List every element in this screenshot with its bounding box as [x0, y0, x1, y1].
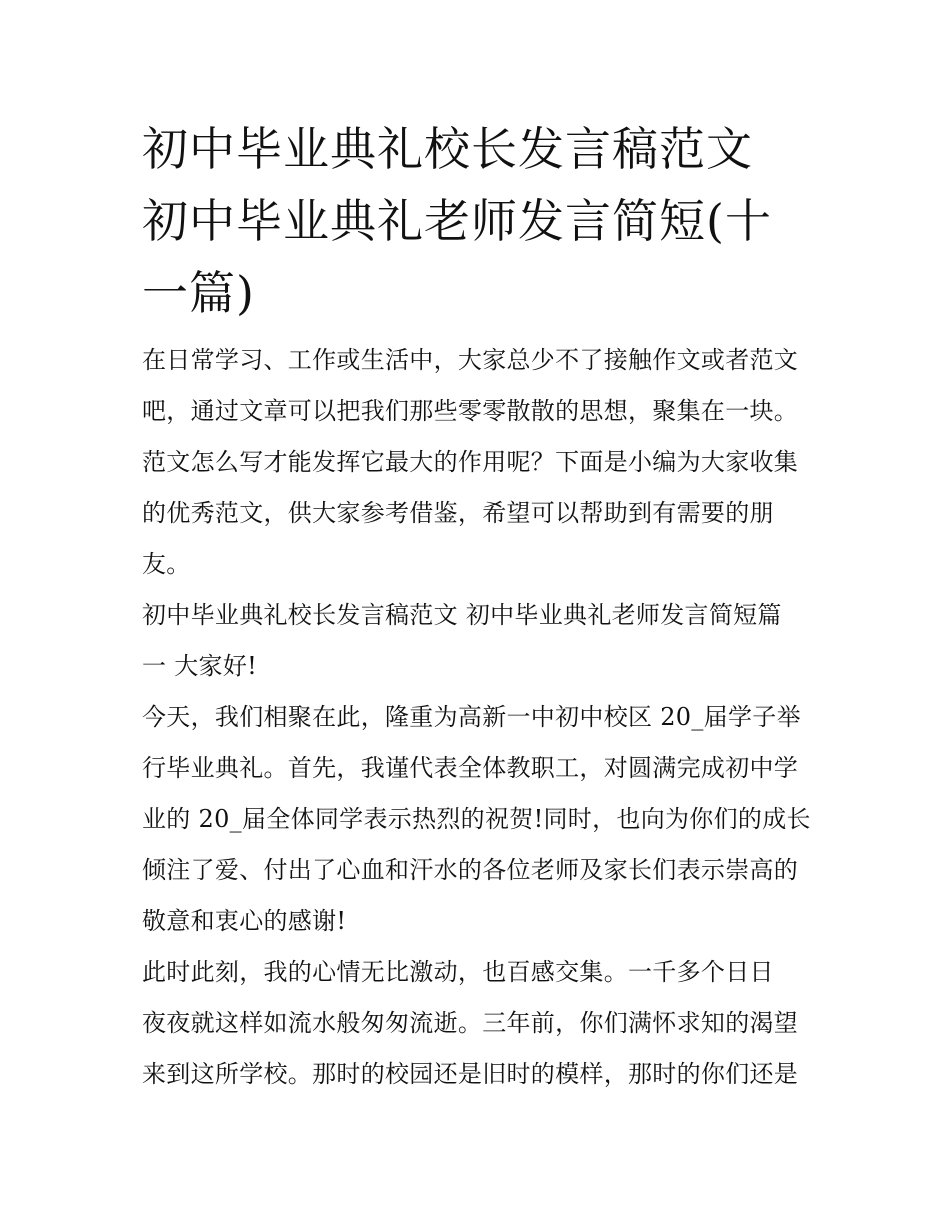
document-title [142, 113, 822, 329]
text-line: 敬意和衷心的感谢! [142, 907, 347, 935]
title-line: 一篇) [142, 266, 255, 320]
text-line: 倾注了爱、付出了心血和汗水的各位老师及家长们表示崇高的 [142, 856, 799, 884]
text-line: 初中毕业典礼校长发言稿范文 初中毕业典礼老师发言简短篇 [142, 601, 782, 629]
body-paragraph [142, 947, 822, 1100]
text-line: 的优秀范文，供大家参考借鉴，希望可以帮助到有需要的朋 [142, 499, 774, 527]
text-line: 今天，我们相聚在此，隆重为高新一中初中校区 20_届学子举 [142, 703, 801, 731]
text-line: 在日常学习、工作或生活中，大家总少不了接触作文或者范文 [142, 346, 799, 374]
text-line: 友。 [142, 550, 191, 578]
text-line: 行毕业典礼。首先，我谨代表全体教职工，对圆满完成初中学 [142, 754, 799, 782]
body-paragraph [142, 692, 822, 947]
intro-paragraph [142, 335, 822, 590]
text-line: 此时此刻，我的心情无比激动，也百感交集。一千多个日日 [142, 958, 774, 986]
text-line: 吧，通过文章可以把我们那些零零散散的思想，聚集在一块。 [142, 397, 799, 425]
section-heading-paragraph [142, 590, 822, 692]
text-line: 一 大家好! [142, 652, 258, 680]
text-line: 业的 20_届全体同学表示热烈的祝贺!同时，也向为你们的成长 [142, 805, 811, 833]
text-line: 范文怎么写才能发挥它最大的作用呢？下面是小编为大家收集 [142, 448, 799, 476]
text-line: 来到这所学校。那时的校园还是旧时的模样，那时的你们还是 [142, 1060, 799, 1088]
title-line: 初中毕业典礼校长发言稿范文 [142, 122, 753, 176]
title-line: 初中毕业典礼老师发言简短(十 [142, 194, 772, 248]
text-line: 夜夜就这样如流水般匆匆流逝。三年前，你们满怀求知的渴望 [142, 1009, 799, 1037]
document-body [142, 113, 822, 1100]
